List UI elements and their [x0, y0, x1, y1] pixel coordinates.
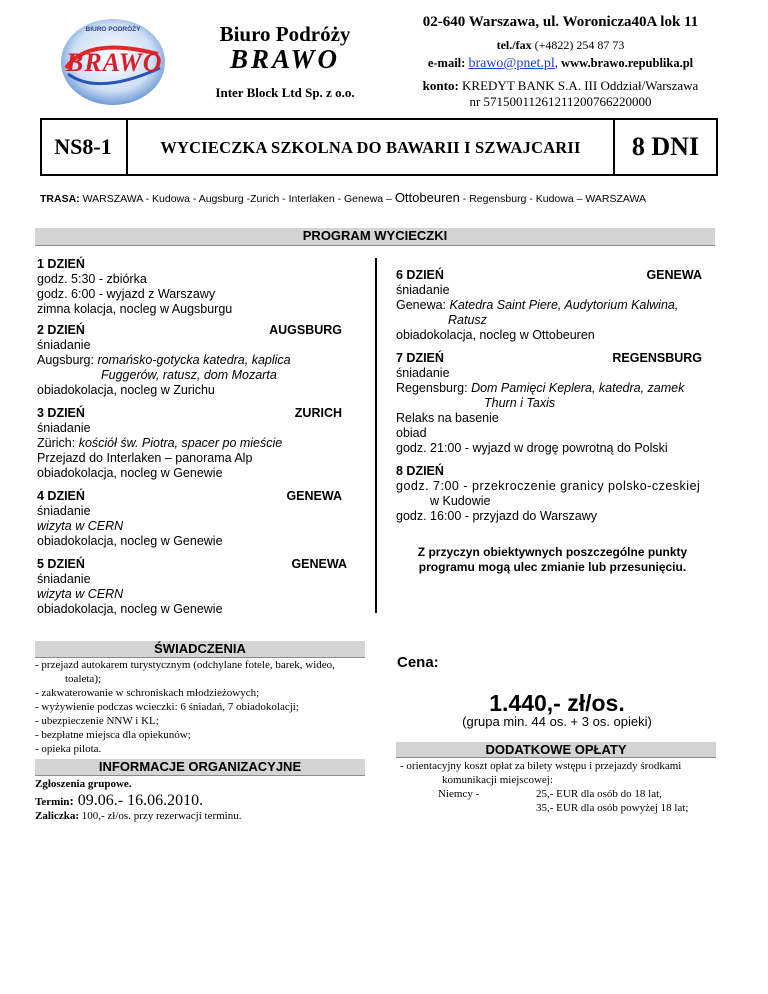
day-3-line4: obiadokolacja, nocleg w Genewie	[37, 466, 223, 480]
extra-line1: - orientacyjny koszt opłat za bilety wstępu i przejazdy środkami	[400, 760, 682, 772]
program-header: PROGRAM WYCIECZKI	[35, 228, 715, 246]
trip-title: WYCIECZKA SZKOLNA DO BAWARII I SZWAJCARII	[160, 138, 581, 157]
organization-header: INFORMACJE ORGANIZACYJNE	[35, 759, 365, 776]
deposit-label: Zaliczka:	[35, 810, 79, 822]
day-3-line1: śniadanie	[37, 421, 91, 435]
day-7-line4: Relaks na basenie	[396, 411, 499, 425]
extra-fees	[400, 759, 720, 815]
program-note: Z przyczyn obiektywnych poszczególne punkty programu mogą ulec zmianie lub przesunięciu.	[417, 545, 688, 574]
website: www.brawo.republika.pl	[561, 56, 694, 70]
service-item: - ubezpieczenie NNW i KL;	[35, 715, 159, 727]
group-applications: Zgłoszenia grupowe.	[35, 778, 132, 790]
extra-price1: 25,- EUR dla osób do 18 lat,	[536, 788, 662, 800]
route-part1: WARSZAWA - Kudowa - Augsburg -Zurich - Interlaken - Genewa –	[82, 193, 392, 205]
day-6-line4: obiadokolacja, nocleg w Ottobeuren	[396, 328, 595, 342]
route-label: TRASA:	[40, 193, 80, 205]
term-label: Termin	[35, 796, 70, 808]
day-4-line2: wizyta w CERN	[37, 519, 124, 533]
logo-top-text: BIURO PODRÓŻY	[85, 26, 141, 33]
day-2-label: 2 DZIEŃ	[37, 323, 85, 337]
title-band	[40, 118, 718, 176]
day-8-label: 8 DZIEŃ	[396, 464, 444, 478]
account-number: nr 57150011261211200766220000	[469, 94, 652, 109]
trip-days: 8 DNI	[631, 132, 700, 161]
extra-line2: komunikacji miejscowej:	[442, 774, 553, 786]
day-1-line3: zimna kolacja, nocleg w Augsburgu	[37, 302, 233, 316]
day-4-line1: śniadanie	[37, 504, 91, 518]
day-2-city-prefix: Augsburg:	[37, 353, 94, 367]
email-link[interactable]: brawo@pnet.pl	[468, 56, 555, 71]
day-6-line2: Katedra Saint Piere, Audytorium Kalwina,	[449, 298, 679, 312]
day-1-line2: godz. 6:00 - wyjazd z Warszawy	[37, 287, 216, 301]
day-7-line2: Dom Pamięci Keplera, katedra, zamek	[471, 381, 685, 395]
day-4-city: GENEWA	[286, 489, 342, 503]
day-7-line6: godz. 21:00 - wyjazd w drogę powrotną do Polski	[396, 441, 668, 455]
term-value: 09.06.- 16.06.2010.	[77, 792, 204, 809]
tel-label: tel./fax	[496, 38, 532, 52]
day-5	[37, 557, 347, 617]
email-line: e-mail: brawo@pnet.pl, www.brawo.republika.pl	[427, 56, 694, 71]
day-1-line1: godz. 5:30 - zbiórka	[37, 272, 147, 286]
day-2	[37, 323, 342, 398]
day-4-line3: obiadokolacja, nocleg w Genewie	[37, 534, 223, 548]
service-item: - zakwaterowanie w schroniskach młodzieżowych;	[35, 687, 260, 699]
trip-code: NS8-1	[54, 134, 112, 159]
day-4	[37, 489, 342, 549]
day-2-city: AUGSBURG	[269, 323, 342, 337]
day-1-label: 1 DZIEŃ	[37, 257, 85, 271]
day-2-line4: obiadokolacja, nocleg w Zurichu	[37, 383, 215, 397]
route	[40, 190, 730, 205]
day-7-line1: śniadanie	[396, 366, 450, 380]
day-5-city: GENEWA	[291, 557, 347, 571]
deposit-value: 100,- zł/os. przy rezerwacji terminu.	[81, 810, 242, 822]
service-item: - wyżywienie podczas wcieczki: 6 śniadań, 7 obiadokolacji;	[35, 701, 299, 713]
service-item: toaleta);	[65, 673, 102, 685]
day-6-city-prefix: Genewa:	[396, 298, 447, 312]
day-6-line3: Ratusz	[448, 313, 487, 327]
column-divider	[375, 258, 377, 613]
service-item: - przejazd autokarem turystycznym (odchylane fotele, barek, wideo,	[35, 659, 335, 671]
brawo-logo	[58, 16, 168, 108]
service-item: - bezpłatne miejsca dla opiekunów;	[35, 729, 191, 741]
day-2-line1: śniadanie	[37, 338, 91, 352]
tel-value: (+4822) 254 87 73	[534, 38, 625, 52]
day-5-line2: wizyta w CERN	[37, 587, 124, 601]
account-label: konto:	[422, 78, 459, 93]
day-2-line3: Fuggerów, ratusz, dom Mozarta	[101, 368, 277, 382]
day-5-line1: śniadanie	[37, 572, 91, 586]
price-label: Cena:	[397, 654, 439, 671]
day-7-city-prefix: Regensburg:	[396, 381, 468, 395]
day-6-city: GENEWA	[646, 268, 702, 282]
day-3-label: 3 DZIEŃ	[37, 406, 85, 420]
day-3-city: ZURICH	[294, 406, 342, 420]
account-line	[398, 78, 723, 94]
extra-price2: 35,- EUR dla osób powyżej 18 lat;	[536, 802, 689, 814]
logo-brand: BRAWO	[66, 48, 163, 77]
services-header: ŚWIADCZENIA	[35, 641, 365, 658]
day-1	[37, 257, 347, 317]
price-note: (grupa min. 44 os. + 3 os. opieki)	[462, 714, 652, 729]
day-5-line3: obiadokolacja, nocleg w Genewie	[37, 602, 223, 616]
day-8	[396, 464, 716, 524]
day-2-line2: romańsko-gotycka katedra, kaplica	[97, 353, 291, 367]
email-label: e-mail:	[427, 56, 466, 70]
agency-name: Biuro Podróży	[219, 22, 351, 46]
day-3-city-prefix: Zürich:	[37, 436, 76, 450]
agency-brand: BRAWO	[229, 44, 341, 74]
service-item: - opieka pilota.	[35, 743, 102, 755]
day-6-label: 6 DZIEŃ	[396, 268, 444, 282]
address: 02-640 Warszawa, ul. Woronicza40A lok 11	[422, 14, 699, 30]
day-8-line2: w Kudowie	[430, 494, 491, 508]
route-part3: - Regensburg - Kudowa – WARSZAWA	[462, 193, 647, 205]
day-3	[37, 406, 342, 481]
extra-fees-header: DODATKOWE OPŁATY	[396, 742, 716, 758]
day-7-line5: obiad	[396, 426, 427, 440]
route-part2: Ottobeuren	[394, 190, 460, 205]
extra-country: Niemcy -	[438, 788, 480, 800]
day-7-line3: Thurn i Taxis	[484, 396, 556, 410]
day-7-label: 7 DZIEŃ	[396, 351, 444, 365]
term-line: Termin: 09.06.- 16.06.2010.	[35, 792, 204, 809]
price-value: 1.440,- zł/os.	[489, 690, 625, 716]
company-name: Inter Block Ltd Sp. z o.o.	[215, 85, 355, 100]
day-5-label: 5 DZIEŃ	[37, 557, 85, 571]
day-6-line1: śniadanie	[396, 283, 450, 297]
day-3-line3: Przejazd do Interlaken – panorama Alp	[37, 451, 253, 465]
deposit-line	[35, 810, 242, 822]
services-list	[35, 658, 375, 756]
day-8-line1: godz. 7:00 - przekroczenie granicy polsko-czeskiej	[396, 479, 701, 493]
day-3-line2: kościół św. Piotra, spacer po mieście	[78, 436, 283, 450]
tel-line	[398, 38, 723, 53]
day-6	[396, 268, 702, 343]
day-8-line3: godz. 16:00 - przyjazd do Warszawy	[396, 509, 598, 523]
day-7	[396, 351, 702, 456]
day-7-city: REGENSBURG	[612, 351, 702, 365]
account-bank: KREDYT BANK S.A. III Oddział/Warszawa	[462, 78, 699, 93]
day-4-label: 4 DZIEŃ	[37, 489, 85, 503]
